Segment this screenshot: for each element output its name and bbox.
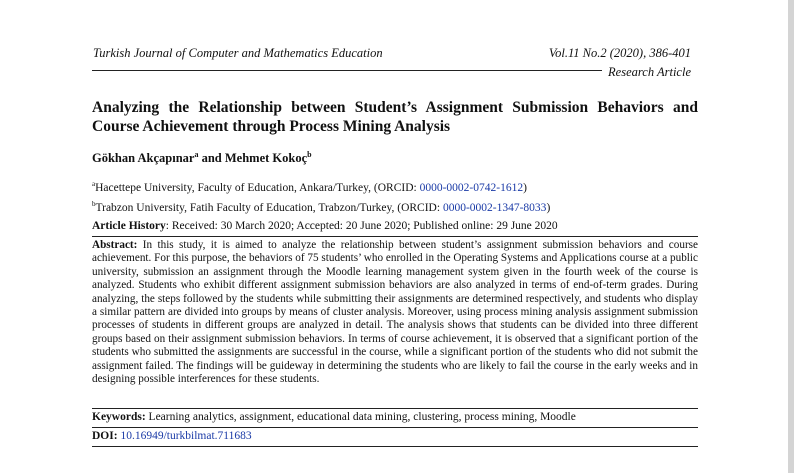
author-affiliation-mark: b xyxy=(307,150,312,159)
author-affiliation-mark: a xyxy=(194,150,199,159)
keywords-rule xyxy=(92,427,698,428)
orcid-link[interactable]: 0000-0002-1347-8033 xyxy=(442,201,547,214)
abstract-text: In this study, it is aimed to analyze the relationship between student’s assignment submission behaviors and course achievement. For this purpose, the behaviors of 75 students’ who enrolled in the Operating Systems and Applications course at a public university, submission an assignment through the Moodle learning management system given in the fourth week of the course is analyzed. Students who exhibit different assignment submission behaviors are also analyzed in terms of end-of-term grades. During analyzing, the steps followed by the students while submitting their assignments are determined respectively, and students who display a similar pattern are divided into groups by means of cluster analysis. Moreover, using process mining analysis assignment submission processes of students in different groups are analyzed in detail. The analysis shows that students can be divided into three different groups based on their assignment submission behaviors. In terms of course achievement, it is observed that a significant portion of the students who submitted the assignments are successful in the course, while a significant portion of the students who did not submit the assignment failed. The findings will be guideway in determining the students who are likely to fail the course in the early weeks and in designing possible interferences for these students. xyxy=(92,239,698,386)
viewer-scroll-edge xyxy=(788,0,794,473)
article-history xyxy=(92,220,558,232)
history-label: Article History xyxy=(92,220,166,232)
doi-label: DOI: xyxy=(92,430,118,442)
orcid-link[interactable]: 0000-0002-0742-1612 xyxy=(419,181,524,194)
abstract-bottom-rule xyxy=(92,408,698,409)
affiliation-text: Trabzon University, Fatih Faculty of Education, Trabzon/Turkey, (ORCID: xyxy=(95,201,443,214)
author-name: Mehmet Kokoç xyxy=(224,151,308,166)
affiliation-close: ) xyxy=(546,201,551,214)
affiliation-mark: a xyxy=(92,180,96,188)
paper-title: Analyzing the Relationship between Student’s Assignment Submission Behaviors and Course Achievement through Process Mining Analysis xyxy=(92,99,698,135)
volume-info: Vol.11 No.2 (2020), 386-401 xyxy=(548,46,691,60)
author-list xyxy=(92,150,312,166)
keywords xyxy=(92,411,576,423)
abstract xyxy=(92,239,698,386)
keywords-text: Learning analytics, assignment, educational data mining, clustering, process mining, Moodle xyxy=(145,411,576,423)
history-text: : Received: 30 March 2020; Accepted: 20 June 2020; Published online: 29 June 2020 xyxy=(165,220,558,232)
doi xyxy=(92,430,252,442)
affiliation-list xyxy=(92,176,550,216)
article-type: Research Article xyxy=(608,65,691,79)
author-connector: and xyxy=(198,151,225,166)
doi-link[interactable]: 10.16949/turkbilmat.711683 xyxy=(120,430,252,442)
abstract-top-rule xyxy=(92,236,698,237)
abstract-label: Abstract: xyxy=(92,239,138,251)
keywords-label: Keywords: xyxy=(92,411,146,423)
author-name: Gökhan Akçapınar xyxy=(92,151,195,166)
affiliation-text: Hacettepe University, Faculty of Education, Ankara/Turkey, (ORCID: xyxy=(95,181,420,194)
header-divider xyxy=(92,70,602,71)
journal-name: Turkish Journal of Computer and Mathematics Education xyxy=(93,46,383,60)
doi-rule xyxy=(92,446,698,447)
affiliation-line xyxy=(92,176,550,196)
affiliation-line xyxy=(92,196,550,216)
affiliation-mark: b xyxy=(92,199,96,208)
affiliation-close: ) xyxy=(523,181,527,194)
